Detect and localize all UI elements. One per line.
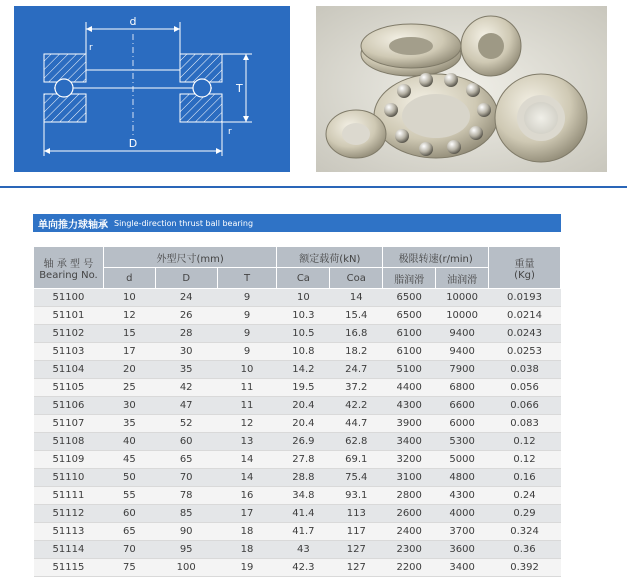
table-row (34, 379, 561, 397)
cell-speed-grease: 2800 (383, 487, 436, 505)
cell-T: 10 (217, 361, 277, 379)
cell-speed-oil: 3600 (436, 541, 489, 559)
cell-weight: 0.0193 (489, 289, 561, 307)
cell-bearing-no: 51103 (34, 343, 104, 361)
dim-label-D: D (128, 137, 138, 150)
cell-Coa: 42.2 (330, 397, 383, 415)
cell-D: 100 (155, 559, 217, 577)
cell-d: 17 (103, 343, 155, 361)
cell-Coa: 14 (330, 289, 383, 307)
cell-Coa: 127 (330, 559, 383, 577)
cell-Coa: 69.1 (330, 451, 383, 469)
cell-Ca: 20.4 (277, 397, 330, 415)
table-header-row-2 (34, 268, 561, 289)
cell-weight: 0.056 (489, 379, 561, 397)
bearing-dimension-diagram (14, 6, 290, 172)
table-row (34, 469, 561, 487)
cell-d: 15 (103, 325, 155, 343)
table-title-cn: 单向推力球轴承 (38, 219, 108, 231)
cell-Ca: 20.4 (277, 415, 330, 433)
cell-Ca: 10.3 (277, 307, 330, 325)
cell-weight: 0.066 (489, 397, 561, 415)
cell-T: 11 (217, 379, 277, 397)
cell-speed-oil: 4300 (436, 487, 489, 505)
cell-speed-grease: 3200 (383, 451, 436, 469)
cell-d: 75 (103, 559, 155, 577)
cell-speed-oil: 5300 (436, 433, 489, 451)
cell-speed-grease: 2300 (383, 541, 436, 559)
cell-bearing-no: 51106 (34, 397, 104, 415)
table-title-en: Single-direction thrust ball bearing (114, 218, 254, 228)
cell-Coa: 113 (330, 505, 383, 523)
dim-label-r-bottom: r (228, 127, 232, 137)
cell-speed-grease: 4400 (383, 379, 436, 397)
cell-d: 60 (103, 505, 155, 523)
table-row (34, 397, 561, 415)
cell-Coa: 117 (330, 523, 383, 541)
table-row (34, 523, 561, 541)
cell-Ca: 42.3 (277, 559, 330, 577)
cell-Coa: 18.2 (330, 343, 383, 361)
cell-speed-oil: 7900 (436, 361, 489, 379)
table-row (34, 451, 561, 469)
cell-speed-oil: 4000 (436, 505, 489, 523)
cell-Coa: 62.8 (330, 433, 383, 451)
table-row (34, 343, 561, 361)
cell-speed-oil: 9400 (436, 343, 489, 361)
cell-weight: 0.12 (489, 451, 561, 469)
cell-speed-oil: 9400 (436, 325, 489, 343)
cell-bearing-no: 51109 (34, 451, 104, 469)
cell-weight: 0.038 (489, 361, 561, 379)
header-bearing-no-cn: 轴 承 型 号 (43, 258, 94, 270)
cell-T: 9 (217, 343, 277, 361)
table-row (34, 487, 561, 505)
cell-d: 35 (103, 415, 155, 433)
cell-speed-grease: 3900 (383, 415, 436, 433)
cell-Ca: 10.5 (277, 325, 330, 343)
cell-speed-grease: 6500 (383, 307, 436, 325)
cell-d: 25 (103, 379, 155, 397)
cell-speed-grease: 4300 (383, 397, 436, 415)
cell-D: 28 (155, 325, 217, 343)
cell-T: 13 (217, 433, 277, 451)
cell-Coa: 16.8 (330, 325, 383, 343)
cell-bearing-no: 51105 (34, 379, 104, 397)
cell-D: 42 (155, 379, 217, 397)
cell-bearing-no: 51115 (34, 559, 104, 577)
cell-Ca: 41.4 (277, 505, 330, 523)
cell-bearing-no: 51110 (34, 469, 104, 487)
cell-speed-grease: 6500 (383, 289, 436, 307)
cell-Ca: 28.8 (277, 469, 330, 487)
cell-speed-grease: 2600 (383, 505, 436, 523)
cell-Ca: 41.7 (277, 523, 330, 541)
header-speed-limit: 极限转速(r/min) (383, 247, 489, 268)
cell-Coa: 75.4 (330, 469, 383, 487)
cell-d: 30 (103, 397, 155, 415)
table-row (34, 289, 561, 307)
section-divider (0, 186, 627, 188)
cell-speed-oil: 3700 (436, 523, 489, 541)
cell-D: 65 (155, 451, 217, 469)
table-header-row-1 (34, 247, 561, 268)
table-row (34, 541, 561, 559)
cell-D: 60 (155, 433, 217, 451)
header-Coa: Coa (330, 268, 383, 289)
cell-T: 14 (217, 469, 277, 487)
cell-D: 24 (155, 289, 217, 307)
header-D: D (155, 268, 217, 289)
cell-D: 52 (155, 415, 217, 433)
cell-T: 18 (217, 541, 277, 559)
table-row (34, 307, 561, 325)
dim-label-d: d (129, 15, 137, 28)
cell-bearing-no: 51102 (34, 325, 104, 343)
cell-Coa: 15.4 (330, 307, 383, 325)
cell-weight: 0.324 (489, 523, 561, 541)
dim-label-T: T (236, 82, 243, 95)
cell-speed-oil: 4800 (436, 469, 489, 487)
cell-weight: 0.36 (489, 541, 561, 559)
header-weight (489, 247, 561, 289)
table-row (34, 433, 561, 451)
cell-T: 17 (217, 505, 277, 523)
cell-D: 85 (155, 505, 217, 523)
cell-T: 12 (217, 415, 277, 433)
cell-bearing-no: 51111 (34, 487, 104, 505)
table-row (34, 559, 561, 577)
cell-speed-grease: 3400 (383, 433, 436, 451)
cell-speed-grease: 3100 (383, 469, 436, 487)
cell-T: 9 (217, 307, 277, 325)
cell-Coa: 37.2 (330, 379, 383, 397)
top-section (0, 0, 627, 190)
cell-Ca: 10 (277, 289, 330, 307)
cell-Ca: 26.9 (277, 433, 330, 451)
cell-d: 50 (103, 469, 155, 487)
bearing-photo-illustration (316, 6, 607, 172)
cell-D: 35 (155, 361, 217, 379)
cell-Ca: 14.2 (277, 361, 330, 379)
cell-speed-grease: 6100 (383, 325, 436, 343)
cell-bearing-no: 51114 (34, 541, 104, 559)
bearing-product-photo (316, 6, 607, 172)
cell-d: 70 (103, 541, 155, 559)
table-title-bar (33, 214, 561, 232)
dim-label-r-top: r (89, 43, 93, 53)
cell-bearing-no: 51104 (34, 361, 104, 379)
cell-D: 78 (155, 487, 217, 505)
table-body (34, 289, 561, 577)
cell-D: 26 (155, 307, 217, 325)
cell-weight: 0.24 (489, 487, 561, 505)
cell-weight: 0.0253 (489, 343, 561, 361)
header-T: T (217, 268, 277, 289)
cell-bearing-no: 51108 (34, 433, 104, 451)
cell-speed-oil: 5000 (436, 451, 489, 469)
cell-bearing-no: 51100 (34, 289, 104, 307)
bearing-cross-section-drawing (14, 6, 290, 172)
cell-weight: 0.12 (489, 433, 561, 451)
bearing-spec-table (33, 246, 561, 577)
header-oil: 油润滑 (436, 268, 489, 289)
cell-speed-grease: 2200 (383, 559, 436, 577)
header-weight-cn: 重量 (514, 258, 535, 270)
header-grease: 脂润滑 (383, 268, 436, 289)
cell-weight: 0.0214 (489, 307, 561, 325)
cell-Coa: 93.1 (330, 487, 383, 505)
cell-speed-oil: 3400 (436, 559, 489, 577)
cell-weight: 0.0243 (489, 325, 561, 343)
cell-bearing-no: 51112 (34, 505, 104, 523)
cell-Coa: 127 (330, 541, 383, 559)
cell-Ca: 19.5 (277, 379, 330, 397)
cell-d: 40 (103, 433, 155, 451)
cell-d: 10 (103, 289, 155, 307)
cell-T: 16 (217, 487, 277, 505)
cell-Coa: 24.7 (330, 361, 383, 379)
header-d: d (103, 268, 155, 289)
cell-speed-grease: 6100 (383, 343, 436, 361)
cell-d: 20 (103, 361, 155, 379)
cell-T: 18 (217, 523, 277, 541)
table-row (34, 415, 561, 433)
cell-speed-grease: 2400 (383, 523, 436, 541)
cell-bearing-no: 51113 (34, 523, 104, 541)
table-row (34, 361, 561, 379)
cell-D: 90 (155, 523, 217, 541)
header-load-rating: 额定载荷(kN) (277, 247, 383, 268)
cell-D: 47 (155, 397, 217, 415)
header-Ca: Ca (277, 268, 330, 289)
cell-weight: 0.29 (489, 505, 561, 523)
cell-speed-oil: 6800 (436, 379, 489, 397)
header-weight-unit: (Kg) (514, 269, 535, 281)
cell-weight: 0.083 (489, 415, 561, 433)
cell-Ca: 10.8 (277, 343, 330, 361)
header-dimensions: 外型尺寸(mm) (103, 247, 277, 268)
cell-T: 19 (217, 559, 277, 577)
cell-D: 70 (155, 469, 217, 487)
cell-speed-oil: 6000 (436, 415, 489, 433)
header-bearing-no-en: Bearing No. (39, 269, 98, 281)
table-row (34, 325, 561, 343)
table-row (34, 505, 561, 523)
header-bearing-no (34, 247, 104, 289)
cell-weight: 0.16 (489, 469, 561, 487)
cell-weight: 0.392 (489, 559, 561, 577)
cell-bearing-no: 51101 (34, 307, 104, 325)
cell-speed-grease: 5100 (383, 361, 436, 379)
cell-d: 55 (103, 487, 155, 505)
cell-d: 65 (103, 523, 155, 541)
cell-Ca: 43 (277, 541, 330, 559)
cell-d: 12 (103, 307, 155, 325)
cell-T: 14 (217, 451, 277, 469)
cell-bearing-no: 51107 (34, 415, 104, 433)
cell-T: 9 (217, 325, 277, 343)
cell-Coa: 44.7 (330, 415, 383, 433)
cell-speed-oil: 6600 (436, 397, 489, 415)
cell-T: 11 (217, 397, 277, 415)
cell-d: 45 (103, 451, 155, 469)
cell-speed-oil: 10000 (436, 307, 489, 325)
cell-Ca: 27.8 (277, 451, 330, 469)
cell-D: 30 (155, 343, 217, 361)
cell-Ca: 34.8 (277, 487, 330, 505)
cell-T: 9 (217, 289, 277, 307)
cell-D: 95 (155, 541, 217, 559)
cell-speed-oil: 10000 (436, 289, 489, 307)
